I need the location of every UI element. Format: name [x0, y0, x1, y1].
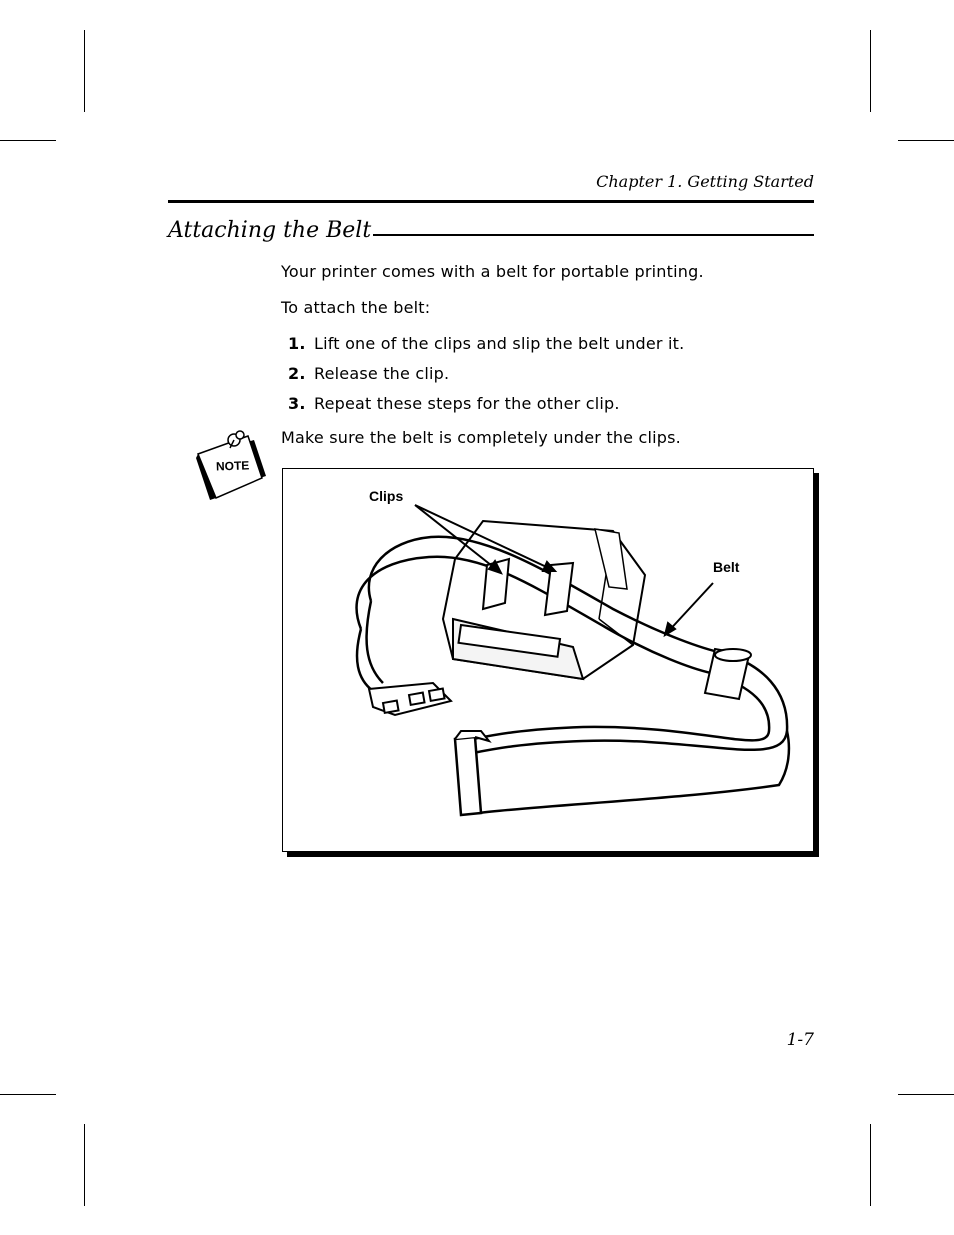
note-text: Make sure the belt is completely under the clips.: [281, 428, 681, 447]
list-item: [288, 364, 449, 383]
note-pin-icon: [196, 428, 268, 502]
running-head: Chapter 1. Getting Started: [596, 172, 814, 191]
crop-mark: [84, 1124, 85, 1206]
crop-mark: [898, 140, 954, 141]
note-icon-label: NOTE: [215, 458, 250, 474]
crop-mark: [0, 140, 56, 141]
list-item: [288, 394, 620, 413]
step-text: Lift one of the clips and slip the belt under it.: [314, 334, 685, 353]
belt-buckle-illustration: [369, 683, 451, 715]
intro-paragraph: Your printer comes with a belt for portable printing.: [281, 262, 704, 281]
crop-mark: [84, 30, 85, 112]
step-number: 2.: [288, 364, 306, 383]
step-number: 3.: [288, 394, 306, 413]
crop-mark: [898, 1094, 954, 1095]
step-text: Repeat these steps for the other clip.: [314, 394, 620, 413]
crop-mark: [0, 1094, 56, 1095]
belt-loop-illustration: [705, 649, 751, 699]
page-number: 1-7: [786, 1030, 814, 1050]
step-text: Release the clip.: [314, 364, 450, 383]
belt-figure: [282, 468, 814, 852]
printer-illustration: [443, 521, 645, 679]
crop-mark: [870, 30, 871, 112]
step-number: 1.: [288, 334, 306, 353]
list-item: [288, 334, 684, 353]
section-title: Attaching the Belt: [168, 218, 372, 243]
header-rule: [168, 200, 814, 203]
belt-label: Belt: [713, 559, 740, 575]
lead-in-paragraph: To attach the belt:: [281, 298, 431, 317]
section-heading: [168, 216, 814, 246]
crop-mark: [870, 1124, 871, 1206]
clips-label: Clips: [369, 488, 404, 504]
